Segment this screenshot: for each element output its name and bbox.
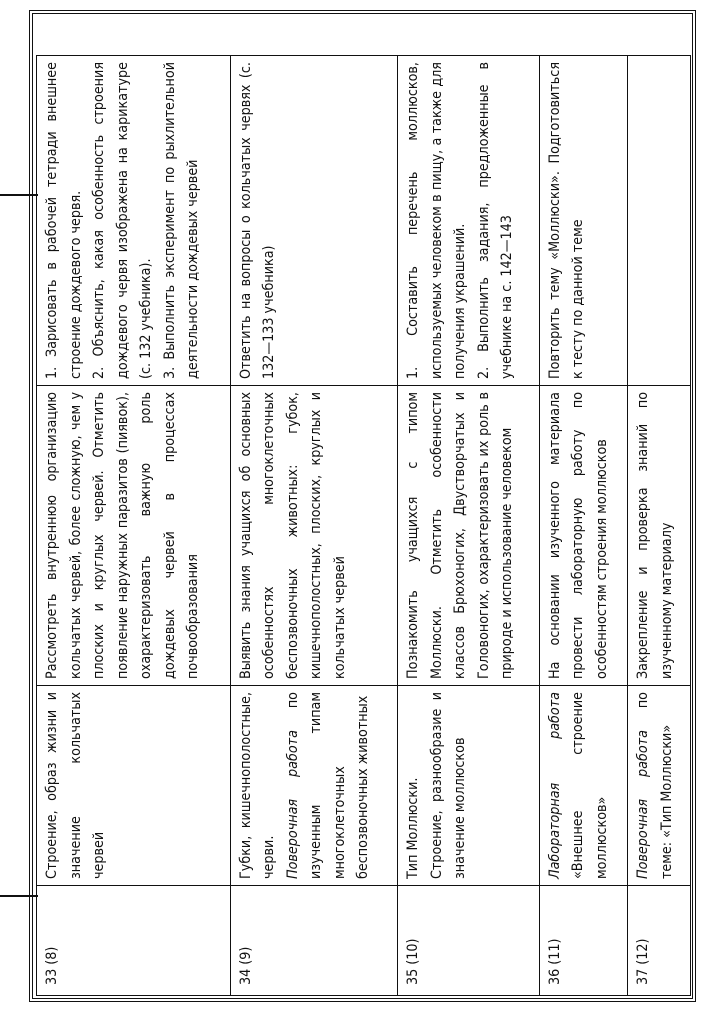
lesson-plan-table [36,9,691,996]
lesson-number: 37 (12) [628,886,691,996]
lesson-plan-table-rotated [36,10,691,996]
table-row [628,10,691,996]
lesson-goals: Познакомить учащихся с типом Моллюски. Отметить особенности классов Брюхоногих, Двустворчатых и Головоногих, охарактеризовать их роль в природе и использование человеком [398,386,539,686]
lesson-goals: Рассмотреть внутреннюю организацию кольчатых червей, более сложную, чем у плоских и круглых червей. Отметить появление наружных паразитов (пиявок), охарактеризовать важную роль дождевых червей в процессах почвообразования [37,386,231,686]
lesson-homework: 1. Зарисовать в рабочей тетради внешнее строение дождевого червя. 2. Объяснить, какая особенность строения дождевого червя изображена на карикатуре (с. 132 учебника). 3. Выполнить эксперимент по рыхлительной деятельности дождевых червей [37,56,231,386]
empty-cell [539,10,628,56]
lesson-number: 34 (9) [230,886,398,996]
lesson-number: 33 (8) [37,886,231,996]
table-row [398,10,539,996]
lesson-homework [628,56,691,386]
margin-tick [0,194,38,196]
empty-cell [230,10,398,56]
lesson-topic: Тип Моллюски. Строение, разнообразие и значение моллюсков [398,686,539,886]
lesson-homework: Ответить на вопросы о кольчатых червях (с. 132—133 учебника) [230,56,398,386]
table-row [37,10,231,996]
lesson-topic: Губки, кишечнополостные, черви. Поверочная работа по изученным типам многоклеточных беспозвоночных животных [230,686,398,886]
lesson-topic: Строение, образ жизни и значение кольчатых червей [37,686,231,886]
margin-tick [0,895,38,897]
lesson-goals: Выявить знания учащихся об основных особенностях многоклеточных беспозвоночных животных: губок, кишечнополостных, плоских, круглых и кольчатых червей [230,386,398,686]
empty-cell [398,10,539,56]
lesson-homework: Повторить тему «Моллюски». Подготовиться к тесту по данной теме [539,56,628,386]
lesson-goals: Закрепление и проверка знаний по изученному материалу [628,386,691,686]
lesson-homework: 1. Составить перечень моллюсков, используемых человеком в пищу, а также для получения украшений. 2. Выполнить задания, предложенные в учебнике на с. 142—143 [398,56,539,386]
lesson-topic: Лабораторная работа «Внешнее строение моллюсков» [539,686,628,886]
lesson-topic: Поверочная работа по теме: «Тип Моллюски» [628,686,691,886]
lesson-number: 35 (10) [398,886,539,996]
table-row [539,10,628,996]
empty-cell [628,10,691,56]
lesson-goals: На основании изученного материала провести лабораторную работу по особенностям строения моллюсков [539,386,628,686]
empty-cell [37,10,231,56]
lesson-number: 36 (11) [539,886,628,996]
table-row [230,10,398,996]
